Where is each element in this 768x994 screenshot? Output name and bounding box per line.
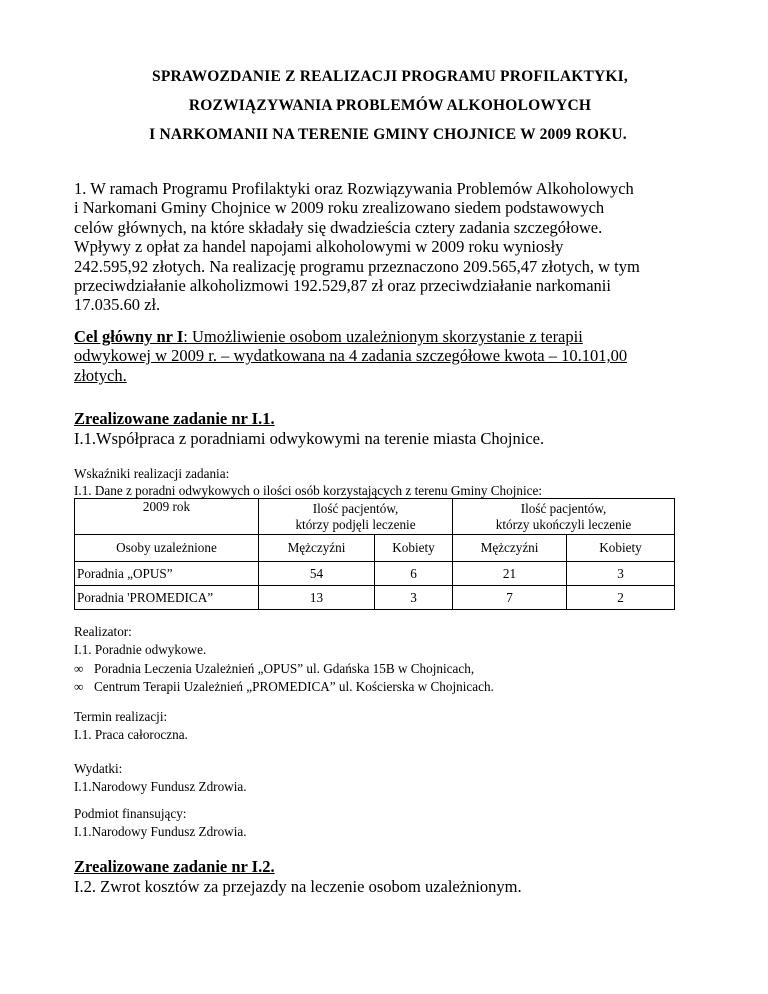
- clinic-name: Poradnia „OPUS”: [75, 562, 259, 586]
- term-label: Termin realizacji:: [74, 709, 168, 724]
- report-title-line-1: SPRAWOZDANIE Z REALIZACJI PROGRAMU PROFILAKTYKI,: [152, 68, 628, 85]
- table-header-row: [75, 499, 675, 535]
- funder-label: Podmiot finansujący:: [74, 806, 187, 821]
- value-cell: 6: [375, 562, 453, 586]
- task-subtitle-1: I.1.Współpraca z poradniami odwykowymi na terenie miasta Chojnice.: [74, 429, 545, 448]
- intro-line: i Narkomani Gminy Chojnice w 2009 roku zrealizowano siedem podstawowych: [74, 198, 605, 218]
- women-header: Kobiety: [567, 535, 675, 562]
- men-header: Mężczyźni: [259, 535, 375, 562]
- main-goal-paragraph: [74, 327, 714, 385]
- task-subtitle-2: I.2. Zwrot kosztów za przejazdy na leczenie osobom uzależnionym.: [74, 877, 522, 896]
- value-cell: 54: [259, 562, 375, 586]
- list-item: ∞ Centrum Terapii Uzależnień „PROMEDICA” ul. Kościerska w Chojnicach.: [74, 678, 494, 696]
- patients-table: [74, 498, 675, 610]
- term-section: [74, 708, 188, 745]
- realizator-label: Realizator:: [74, 624, 132, 639]
- funder-value: I.1.Narodowy Fundusz Zdrowia.: [74, 824, 247, 840]
- intro-line: Wpływy z opłat za handel napojami alkoholowymi w 2009 roku wyniosły: [74, 237, 564, 257]
- indicators-description: I.1. Dane z poradni odwykowych o ilości osób korzystających z terenu Gminy Chojnice:: [74, 483, 543, 498]
- main-goal-text: odwykowej w 2009 r. – wydatkowana na 4 zadania szczegółowe kwota – 10.101,00: [74, 346, 628, 366]
- expenses-section: [74, 760, 247, 797]
- main-goal-text: złotych.: [74, 365, 127, 385]
- indicators-label: Wskaźniki realizacji zadania:: [74, 466, 230, 481]
- infinity-bullet-icon: ∞: [74, 679, 84, 695]
- intro-line: 242.595,92 złotych. Na realizację programu przeznaczono 209.565,47 złotych, w tym: [74, 256, 640, 276]
- value-cell: 13: [259, 586, 375, 610]
- main-goal-text: : Umożliwienie osobom uzależnionym skorzystanie z terapii: [183, 327, 583, 346]
- men-header: Mężczyźni: [453, 535, 567, 562]
- term-value: I.1. Praca całoroczna.: [74, 727, 188, 743]
- intro-line: 17.035.60 zł.: [74, 295, 161, 315]
- expenses-value: I.1.Narodowy Fundusz Zdrowia.: [74, 779, 247, 795]
- intro-line: celów głównych, na które składały się dwadzieścia cztery zadania szczegółowe.: [74, 217, 603, 237]
- value-cell: 3: [375, 586, 453, 610]
- year-cell: 2009 rok: [75, 499, 259, 535]
- table-row: [75, 586, 675, 610]
- task-heading-1: Zrealizowane zadanie nr I.1.: [74, 409, 275, 428]
- intro-line: przeciwdziałanie alkoholizmowi 192.529,87 zł oraz przeciwdziałanie narkomanii: [74, 276, 611, 296]
- header-finished: Ilość pacjentów, którzy ukończyli leczenie: [453, 499, 675, 535]
- intro-line: 1. W ramach Programu Profilaktyki oraz Rozwiązywania Problemów Alkoholowych: [74, 179, 634, 198]
- header-started: Ilość pacjentów, którzy podjęli leczenie: [259, 499, 453, 535]
- value-cell: 21: [453, 562, 567, 586]
- women-header: Kobiety: [375, 535, 453, 562]
- infinity-bullet-icon: ∞: [74, 660, 84, 676]
- row-header-cell: Osoby uzależnione: [75, 535, 259, 562]
- list-item: ∞ Poradnia Leczenia Uzależnień „OPUS” ul. Gdańska 15B w Chojnicach,: [74, 660, 494, 678]
- intro-paragraph: [74, 179, 714, 315]
- main-goal-label: Cel główny nr I: [74, 327, 184, 346]
- expenses-label: Wydatki:: [74, 761, 123, 776]
- clinic-name: Poradnia 'PROMEDICA”: [75, 586, 259, 610]
- value-cell: 3: [567, 562, 675, 586]
- funder-section: [74, 805, 247, 842]
- report-title-line-3: I NARKOMANII NA TERENIE GMINY CHOJNICE W 2009 ROKU.: [149, 126, 627, 143]
- realizator-section: [74, 623, 494, 697]
- report-title-line-2: ROZWIĄZYWANIA PROBLEMÓW ALKOHOLOWYCH: [188, 97, 592, 114]
- value-cell: 7: [453, 586, 567, 610]
- realizator-line: I.1. Poradnie odwykowe.: [74, 642, 207, 658]
- table-subheader-row: [75, 535, 675, 562]
- table-row: [75, 562, 675, 586]
- task-heading-2: Zrealizowane zadanie nr I.2.: [74, 857, 275, 876]
- value-cell: 2: [567, 586, 675, 610]
